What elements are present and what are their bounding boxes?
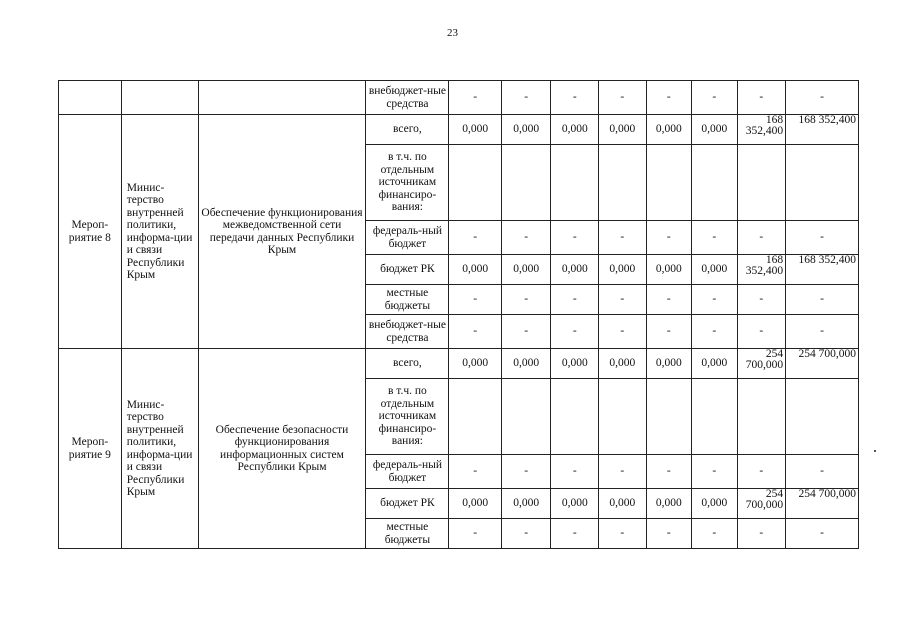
value-cell: 254 700,000	[786, 489, 859, 519]
value-cell	[599, 379, 647, 455]
value-cell: 168 352,400	[786, 115, 859, 145]
value-cell: -	[551, 81, 599, 115]
value-cell: -	[786, 221, 859, 255]
value-cell: -	[599, 455, 647, 489]
value-cell: -	[501, 519, 551, 549]
value-cell: -	[551, 455, 599, 489]
funding-source: внебюджет-ные средства	[366, 81, 449, 115]
value-cell: -	[449, 221, 502, 255]
value-cell: 0,000	[501, 349, 551, 379]
value-cell: -	[501, 315, 551, 349]
value-cell: 0,000	[646, 255, 692, 285]
table-row	[59, 349, 859, 379]
funding-source: местные бюджеты	[366, 285, 449, 315]
executor: Минис-терство внутренней политики, информа-ции и связи Республики Крым	[121, 115, 198, 349]
value-cell: 0,000	[551, 349, 599, 379]
value-cell: -	[737, 81, 786, 115]
value-cell: -	[737, 221, 786, 255]
value-cell: -	[737, 519, 786, 549]
funding-source: в т.ч. по отдельным источникам финансиро-вания:	[366, 145, 449, 221]
value-cell	[449, 379, 502, 455]
value-cell: 0,000	[646, 349, 692, 379]
value-cell	[501, 145, 551, 221]
value-cell: 0,000	[551, 255, 599, 285]
value-cell: -	[646, 221, 692, 255]
value-cell: 0,000	[501, 115, 551, 145]
value-cell: 254 700,000	[737, 349, 786, 379]
value-cell: -	[599, 285, 647, 315]
value-cell	[599, 145, 647, 221]
empty-cell	[59, 81, 122, 115]
value-cell: -	[449, 315, 502, 349]
value-cell: -	[692, 519, 738, 549]
value-cell: -	[786, 455, 859, 489]
value-cell: 168 352,400	[786, 255, 859, 285]
value-cell: 0,000	[599, 489, 647, 519]
value-cell: -	[449, 81, 502, 115]
value-cell: -	[786, 315, 859, 349]
value-cell: -	[786, 285, 859, 315]
table-row	[59, 115, 859, 145]
value-cell	[646, 145, 692, 221]
funding-source: всего,	[366, 349, 449, 379]
value-cell	[501, 379, 551, 455]
funding-source: бюджет РК	[366, 489, 449, 519]
value-cell: 254 700,000	[786, 349, 859, 379]
value-cell	[551, 145, 599, 221]
value-cell: -	[551, 315, 599, 349]
measure-description: Обеспечение безопасности функционирования информационных систем Республики Крым	[198, 349, 366, 549]
value-cell	[692, 379, 738, 455]
empty-cell	[121, 81, 198, 115]
value-cell: 0,000	[692, 115, 738, 145]
value-cell: 0,000	[449, 115, 502, 145]
funding-source: местные бюджеты	[366, 519, 449, 549]
value-cell: -	[551, 221, 599, 255]
value-cell: -	[599, 315, 647, 349]
value-cell: -	[501, 221, 551, 255]
value-cell: -	[786, 519, 859, 549]
value-cell	[786, 145, 859, 221]
value-cell: 0,000	[646, 115, 692, 145]
value-cell: 0,000	[599, 115, 647, 145]
value-cell: 168 352,400	[737, 255, 786, 285]
value-cell: -	[646, 285, 692, 315]
value-cell: 0,000	[599, 349, 647, 379]
value-cell: -	[501, 285, 551, 315]
value-cell	[786, 379, 859, 455]
measure-description: Обеспечение функционирования межведомственной сети передачи данных Республики Крым	[198, 115, 366, 349]
funding-source: бюджет РК	[366, 255, 449, 285]
value-cell: -	[646, 519, 692, 549]
value-cell: -	[599, 519, 647, 549]
value-cell: 0,000	[692, 489, 738, 519]
value-cell	[449, 145, 502, 221]
value-cell: 0,000	[449, 349, 502, 379]
value-cell: 0,000	[692, 255, 738, 285]
value-cell: 0,000	[449, 489, 502, 519]
value-cell: -	[599, 221, 647, 255]
value-cell: -	[692, 221, 738, 255]
value-cell: 0,000	[692, 349, 738, 379]
executor: Минис-терство внутренней политики, информа-ции и связи Республики Крым	[121, 349, 198, 549]
value-cell: -	[501, 81, 551, 115]
funding-source: в т.ч. по отдельным источникам финансиро-вания:	[366, 379, 449, 455]
funding-source: федераль-ный бюджет	[366, 455, 449, 489]
funding-source: федераль-ный бюджет	[366, 221, 449, 255]
value-cell: 0,000	[646, 489, 692, 519]
value-cell: -	[786, 81, 859, 115]
value-cell: -	[551, 519, 599, 549]
value-cell	[692, 145, 738, 221]
measure-label: Мероп-риятие 9	[59, 349, 122, 549]
value-cell: -	[737, 285, 786, 315]
value-cell: -	[449, 519, 502, 549]
value-cell: -	[646, 455, 692, 489]
measure-label: Мероп-риятие 8	[59, 115, 122, 349]
value-cell: 0,000	[551, 115, 599, 145]
funding-source: всего,	[366, 115, 449, 145]
value-cell: 0,000	[599, 255, 647, 285]
value-cell: 0,000	[501, 489, 551, 519]
value-cell: 0,000	[449, 255, 502, 285]
value-cell: -	[692, 455, 738, 489]
value-cell: -	[692, 81, 738, 115]
value-cell: -	[692, 285, 738, 315]
empty-cell	[198, 81, 366, 115]
value-cell: 168 352,400	[737, 115, 786, 145]
value-cell	[737, 379, 786, 455]
value-cell: -	[449, 285, 502, 315]
value-cell: -	[551, 285, 599, 315]
scan-speck	[874, 450, 876, 452]
value-cell: 254 700,000	[737, 489, 786, 519]
value-cell: -	[737, 315, 786, 349]
value-cell: -	[449, 455, 502, 489]
table-row	[59, 81, 859, 115]
value-cell: -	[599, 81, 647, 115]
value-cell: -	[501, 455, 551, 489]
value-cell: 0,000	[551, 489, 599, 519]
value-cell	[551, 379, 599, 455]
value-cell	[646, 379, 692, 455]
value-cell: -	[692, 315, 738, 349]
funding-source: внебюджет-ные средства	[366, 315, 449, 349]
page-number: 23	[447, 27, 458, 39]
budget-table	[58, 80, 859, 549]
value-cell: -	[646, 315, 692, 349]
value-cell	[737, 145, 786, 221]
value-cell: 0,000	[501, 255, 551, 285]
value-cell: -	[737, 455, 786, 489]
value-cell: -	[646, 81, 692, 115]
